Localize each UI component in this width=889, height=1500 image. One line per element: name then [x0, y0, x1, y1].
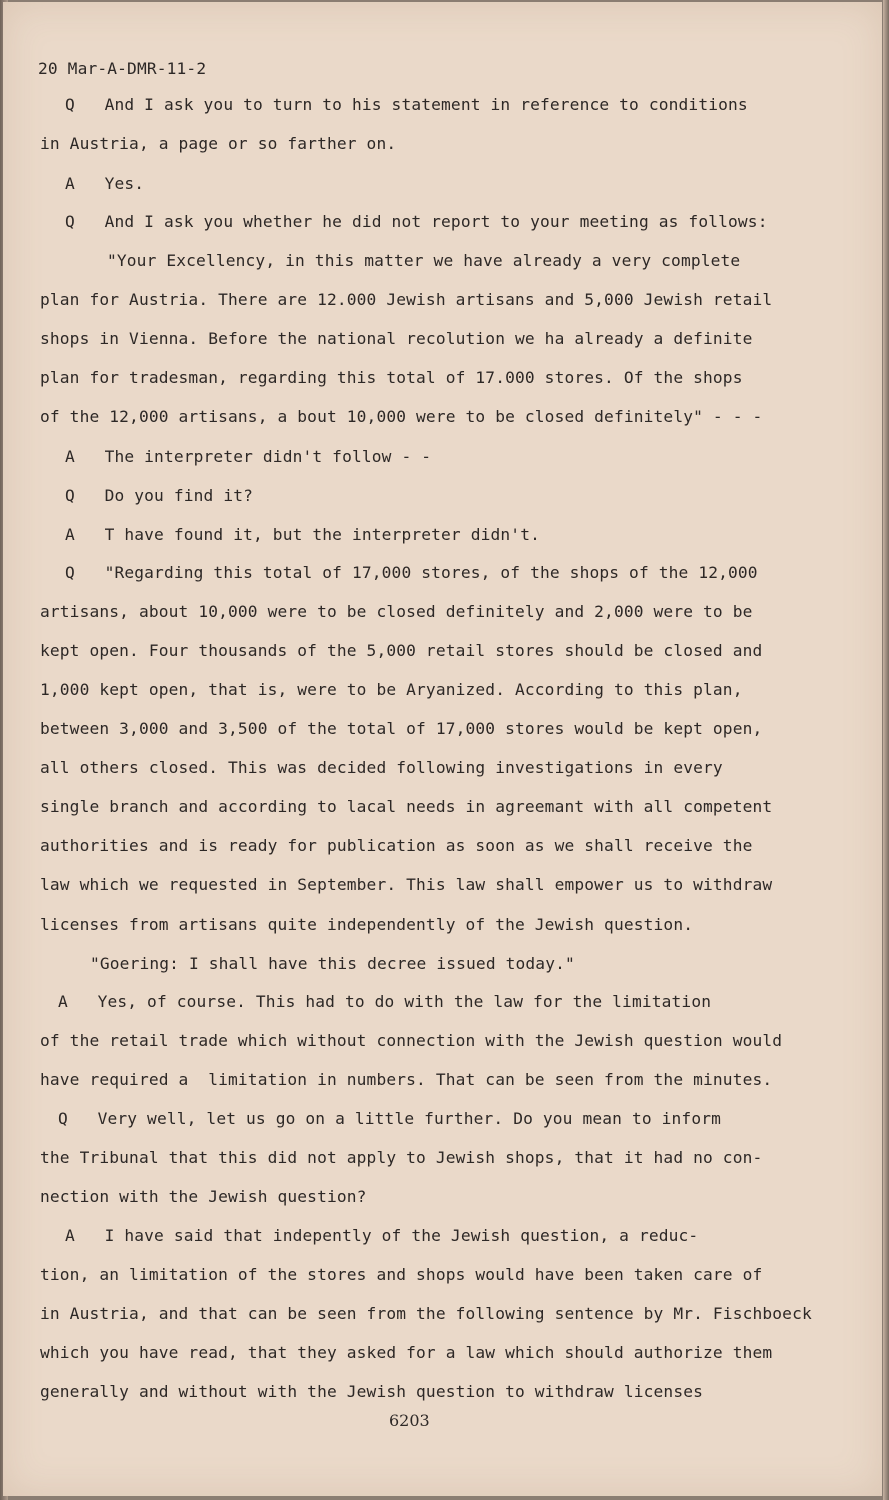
text-line: single branch and according to lacal needs in agreemant with all competent: [40, 797, 773, 816]
text-line: generally and without with the Jewish question to withdraw licenses: [40, 1382, 704, 1401]
text-line: A I have said that indepently of the Jewish question, a reduc-: [65, 1226, 699, 1245]
text-line: authorities and is ready for publication as soon as we shall receive the: [40, 836, 753, 855]
text-line: law which we requested in September. This law shall empower us to withdraw: [40, 875, 773, 894]
text-line: plan for tradesman, regarding this total of 17.000 stores. Of the shops: [40, 368, 743, 387]
text-line: Q And I ask you to turn to his statement in reference to conditions: [65, 95, 748, 114]
text-line: all others closed. This was decided following investigations in every: [40, 758, 723, 777]
text-line: A T have found it, but the interpreter didn't.: [65, 525, 540, 544]
text-line: in Austria, a page or so farther on.: [40, 134, 397, 153]
text-line: A The interpreter didn't follow - -: [65, 447, 432, 466]
text-line: of the 12,000 artisans, a bout 10,000 were to be closed definitely" - - -: [40, 407, 763, 426]
text-line: A Yes.: [65, 174, 145, 193]
text-line: shops in Vienna. Before the national recolution we ha already a definite: [40, 329, 753, 348]
page-number: 6203: [389, 1411, 430, 1430]
transcript-page: [3, 2, 882, 1496]
text-line: in Austria, and that can be seen from the following sentence by Mr. Fischboeck: [40, 1304, 812, 1323]
text-line: Q "Regarding this total of 17,000 stores, of the shops of the 12,000: [65, 563, 758, 582]
text-line: Q Very well, let us go on a little further. Do you mean to inform: [58, 1109, 722, 1128]
text-line: have required a limitation in numbers. That can be seen from the minutes.: [40, 1070, 773, 1089]
text-line: plan for Austria. There are 12.000 Jewish artisans and 5,000 Jewish retail: [40, 290, 773, 309]
text-line: "Your Excellency, in this matter we have already a very complete: [107, 251, 741, 270]
page-edge-right: [883, 0, 889, 1500]
text-line: between 3,000 and 3,500 of the total of 17,000 stores would be kept open,: [40, 719, 763, 738]
text-line: artisans, about 10,000 were to be closed definitely and 2,000 were to be: [40, 602, 753, 621]
text-line: tion, an limitation of the stores and shops would have been taken care of: [40, 1265, 763, 1284]
text-line: of the retail trade which without connection with the Jewish question would: [40, 1031, 783, 1050]
text-line: "Goering: I shall have this decree issued today.": [90, 954, 575, 973]
text-line: licenses from artisans quite independently of the Jewish question.: [40, 915, 694, 934]
text-line: kept open. Four thousands of the 5,000 retail stores should be closed and: [40, 641, 763, 660]
text-line: nection with the Jewish question?: [40, 1187, 367, 1206]
text-line: Q And I ask you whether he did not report to your meeting as follows:: [65, 212, 768, 231]
text-line: which you have read, that they asked for a law which should authorize them: [40, 1343, 773, 1362]
text-line: Q Do you find it?: [65, 486, 254, 505]
text-line: 1,000 kept open, that is, were to be Aryanized. According to this plan,: [40, 680, 743, 699]
text-line: A Yes, of course. This had to do with the law for the limitation: [58, 992, 712, 1011]
header-reference: 20 Mar-A-DMR-11-2: [38, 59, 207, 78]
text-line: the Tribunal that this did not apply to Jewish shops, that it had no con-: [40, 1148, 763, 1167]
